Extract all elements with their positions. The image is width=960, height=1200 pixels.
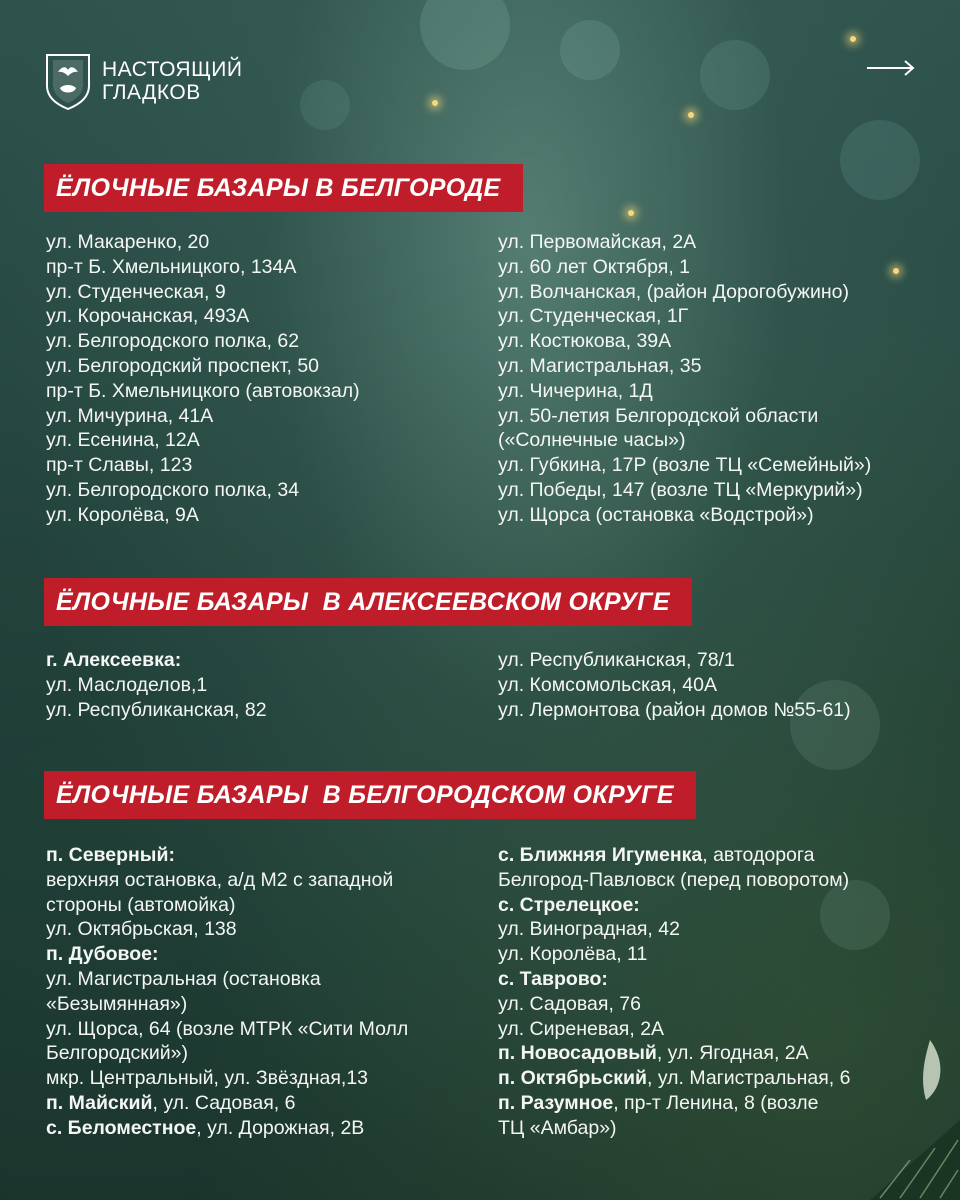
locality-name: п. Дубовое:: [46, 943, 159, 966]
section-banner-alekseevka: [44, 578, 692, 626]
bokeh-light: [560, 20, 620, 80]
section-title: ЁЛОЧНЫЕ БАЗАРЫ В АЛЕКСЕЕВСКОМ ОКРУГЕ: [56, 587, 670, 616]
bokeh-light: [840, 120, 920, 200]
address-item: ул. Магистральная, 35: [498, 354, 702, 377]
address-item: [46, 893, 408, 918]
address-text: ул. Маслоделов,1: [46, 673, 208, 696]
address-item: пр-т Славы, 123: [46, 454, 193, 477]
address-item: [498, 1041, 850, 1066]
locality-name: с. Беломестное: [46, 1116, 197, 1139]
address-text: ул. Октябрьская, 138: [46, 918, 237, 941]
address-item: ул. Волчанская, (район Дорогобужино): [498, 280, 849, 303]
address-text: верхняя остановка, а/д М2 с западной: [46, 868, 394, 891]
locality-name: с. Ближняя Игуменка: [498, 844, 703, 866]
sparkle: [432, 100, 438, 106]
address-item: [498, 648, 851, 673]
address-list-left: [46, 843, 408, 1141]
locality-name: п. Разумное: [498, 1091, 614, 1114]
address-text: ул. Республиканская, 82: [46, 698, 267, 721]
bokeh-light: [420, 0, 510, 70]
address-text: , ул. Ягодная, 2А: [656, 1042, 809, 1065]
section-banner-belgorod: [44, 164, 523, 212]
address-list-right: [498, 648, 851, 722]
address-text: стороны (автомойка): [46, 893, 236, 916]
address-item: ул. Губкина, 17Р (возле ТЦ «Семейный»): [498, 454, 872, 477]
address-text: Белгородский»): [46, 1042, 188, 1065]
address-item: [498, 1066, 850, 1091]
address-text: ул. Комсомольская, 40А: [498, 673, 717, 696]
address-text: Белгород-Павловск (перед поворотом): [498, 868, 850, 891]
address-item: [498, 942, 850, 967]
address-text: ул. Щорса, 64 (возле МТРК «Сити Молл: [46, 1017, 409, 1040]
section-title: ЁЛОЧНЫЕ БАЗАРЫ В БЕЛГОРОДСКОМ ОКРУГЕ: [56, 780, 674, 809]
address-item: [46, 917, 408, 942]
brand-header: [44, 52, 242, 110]
address-item: [498, 917, 850, 942]
bokeh-light: [300, 80, 350, 130]
section-title: ЁЛОЧНЫЕ БАЗАРЫ В БЕЛГОРОДЕ: [56, 173, 501, 202]
locality-name: п. Новосадовый: [498, 1042, 657, 1065]
locality-name: г. Алексеевка:: [46, 649, 182, 671]
address-text: ул. Садовая, 76: [498, 992, 641, 1015]
address-item: пр-т Б. Хмельницкого, 134А: [46, 255, 297, 278]
address-item: ул. Белгородский проспект, 50: [46, 354, 320, 377]
address-item: [46, 843, 408, 868]
address-item: [498, 698, 851, 723]
address-item: ул. Щорса (остановка «Водстрой»): [498, 503, 814, 526]
address-list-right: [498, 230, 871, 528]
address-text: ул. Сиреневая, 2А: [498, 1017, 665, 1040]
address-text: ТЦ «Амбар»): [498, 1116, 617, 1139]
address-list-right: [498, 843, 850, 1141]
address-item: [498, 868, 850, 893]
address-item: [46, 868, 408, 893]
address-item: [46, 1041, 408, 1066]
address-item: [46, 967, 408, 992]
address-item: ул. Белгородского полка, 62: [46, 330, 300, 353]
fir-branch-decoration: [840, 1020, 960, 1200]
brand-line-2: ГЛАДКОВ: [102, 81, 201, 104]
sparkle: [628, 210, 634, 216]
address-text: ул. Лермонтова (район домов №55-61): [498, 698, 851, 721]
address-item: [498, 1091, 850, 1116]
address-item: [46, 1066, 408, 1091]
bokeh-light: [700, 40, 770, 110]
coat-of-arms-icon: [44, 52, 92, 110]
address-item: ул. Чичерина, 1Д: [498, 379, 653, 402]
address-item: [46, 1091, 408, 1116]
address-item: пр-т Б. Хмельницкого (автовокзал): [46, 379, 360, 402]
address-item: [498, 1017, 850, 1042]
address-item: [498, 967, 850, 992]
locality-name: п. Северный:: [46, 844, 175, 866]
address-item: ул. Макаренко, 20: [46, 231, 210, 253]
address-text: , ул. Дорожная, 2В: [196, 1116, 365, 1139]
address-text: ул. Магистральная (остановка: [46, 967, 321, 990]
locality-name: с. Стрелецкое:: [498, 893, 640, 916]
address-item: [498, 843, 850, 868]
address-item: ул. Победы, 147 (возле ТЦ «Меркурий»): [498, 478, 863, 501]
address-item: [498, 893, 850, 918]
address-item: ул. Корочанская, 493А: [46, 305, 250, 328]
locality-name: п. Октябрьский: [498, 1067, 647, 1090]
address-item: ул. Белгородского полка, 34: [46, 478, 300, 501]
address-text: мкр. Центральный, ул. Звёздная,13: [46, 1067, 369, 1090]
address-text: «Безымянная»): [46, 992, 188, 1015]
address-text: , ул. Магистральная, 6: [647, 1067, 851, 1090]
address-item: [498, 992, 850, 1017]
address-item: [498, 673, 851, 698]
brand-title: [102, 58, 242, 104]
sparkle: [688, 112, 694, 118]
arrow-right-icon[interactable]: [866, 58, 916, 78]
locality-name: с. Таврово:: [498, 967, 608, 990]
address-text: ул. Республиканская, 78/1: [498, 649, 735, 671]
address-item: ул. Первомайская, 2А: [498, 231, 697, 253]
address-item: [46, 942, 408, 967]
address-item: [46, 673, 267, 698]
address-item: ул. Есенина, 12А: [46, 429, 200, 452]
address-item: ул. Мичурина, 41А: [46, 404, 214, 427]
address-item: ул. 60 лет Октября, 1: [498, 255, 691, 278]
address-item: ул. Костюкова, 39А: [498, 330, 672, 353]
address-text: , автодорога: [702, 844, 815, 866]
address-text: ул. Виноградная, 42: [498, 918, 680, 941]
address-list-left: [46, 648, 267, 722]
sparkle: [893, 268, 899, 274]
address-item: [46, 1116, 408, 1141]
address-item: [46, 648, 267, 673]
brand-line-1: НАСТОЯЩИЙ: [102, 58, 243, 81]
address-item: ул. Студенческая, 9: [46, 280, 226, 303]
address-item: [498, 1116, 850, 1141]
address-text: , ул. Садовая, 6: [152, 1091, 296, 1114]
address-text: ул. Королёва, 11: [498, 943, 648, 966]
address-item: («Солнечные часы»): [498, 429, 686, 452]
address-item: ул. 50-летия Белгородской области: [498, 404, 819, 427]
address-item: ул. Студенческая, 1Г: [498, 305, 689, 328]
section-banner-belgorod-district: [44, 771, 696, 819]
locality-name: п. Майский: [46, 1091, 153, 1114]
address-item: [46, 698, 267, 723]
address-item: [46, 1017, 408, 1042]
address-text: , пр-т Ленина, 8 (возле: [613, 1091, 819, 1114]
sparkle: [850, 36, 856, 42]
address-list-left: [46, 230, 360, 528]
address-item: [46, 992, 408, 1017]
address-item: ул. Королёва, 9А: [46, 503, 199, 526]
